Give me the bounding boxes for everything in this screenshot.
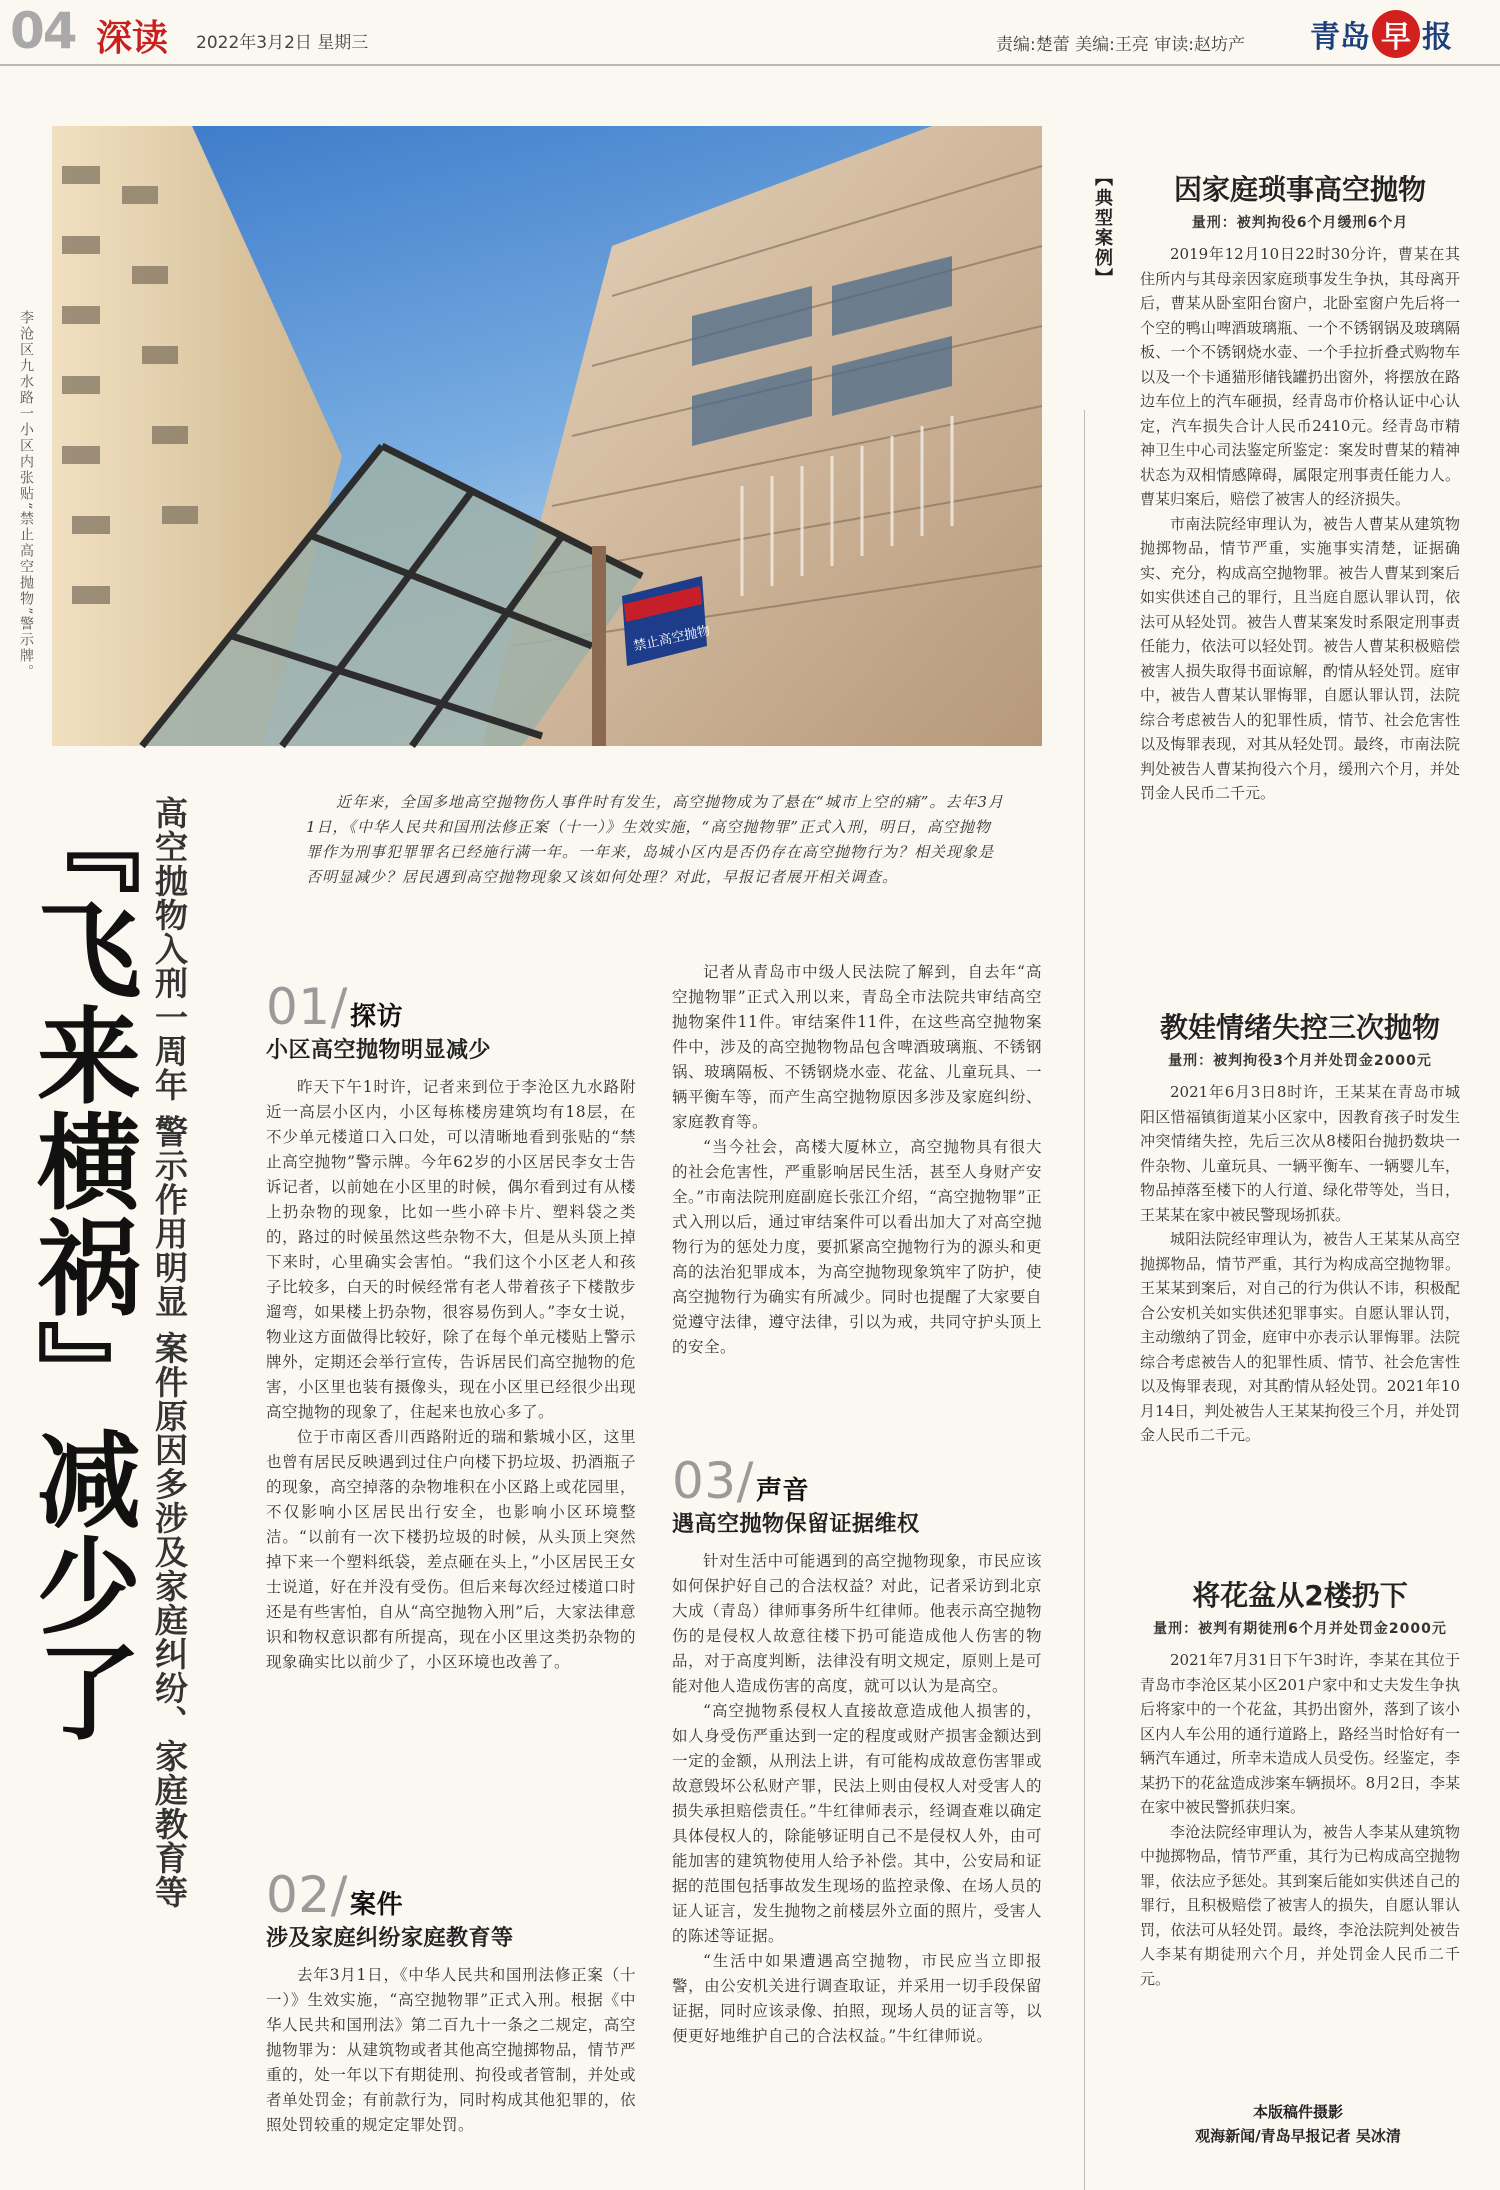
paragraph: 昨天下午1时许，记者来到位于李沧区九水路附近一高层小区内，小区每栋楼房建筑均有18层，在不少单元楼道口入口处，可以清晰地看到张贴的“禁止高空抛物”警示牌。今年62岁的小区居民李女士告诉记者，以前她在小区里的时候，偶尔看到过有从楼上扔杂物的现象，比如一些小碎卡片、塑料袋之类的，路过的时候虽然这些杂物不大，但是从头顶上掉下来时，心里确实会害怕。“我们这个小区老人和孩子比较多，白天的时候经常有老人带着孩子下楼散步遛弯，如果楼上扔杂物，很容易伤到人。”李女士说，物业这方面做得比较好，除了在每个单元楼贴上警示牌外，定期还会举行宣传，告诉居民们高空抛物的危害，小区里也装有摄像头，现在小区里已经很少出现高空抛物的现象了，住起来也放心多了。 — [266, 1078, 636, 1421]
case-verdict: 量刑：被判有期徒刑6个月并处罚金2000元 — [1153, 1621, 1447, 1637]
case-verdict: 量刑：被判拘役6个月缓刑6个月 — [1191, 215, 1409, 231]
section-subtitle: 遇高空抛物保留证据维权 — [672, 1512, 920, 1537]
typical-cases-tag: 【典型案例】 — [1092, 168, 1113, 288]
subheadline: 高空抛物入刑一周年 警示作用明显 案件原因多涉及家庭纠纷、家庭教育等 — [150, 796, 189, 1909]
article-intro: 近年来，全国多地高空抛物伤人事件时有发生，高空抛物成为了悬在“城市上空的痛”。去年3月1日，《中华人民共和国刑法修正案（十一）》生效实施，“高空抛物罪”正式入刑，明日，高空抛物罪作为刑事犯罪罪名已经施行满一年。一年来，岛城小区内是否仍存在高空抛物行为？相关现象是否明显减少？居民遇到高空抛物现象又该如何处理？对此，早报记者展开相关调查。 — [306, 793, 1004, 886]
section-name: 深读 — [96, 18, 169, 59]
section-number: 03 — [672, 1452, 737, 1510]
credit-line-1: 本版稿件摄影 — [1252, 2103, 1343, 2121]
case-title: 因家庭琐事高空抛物 — [1173, 173, 1426, 206]
page-number: 04 — [10, 2, 76, 60]
paragraph: 市南法院经审理认为，被告人曹某从建筑物抛掷物品，情节严重，实施事实清楚，证据确实、充分，构成高空抛物罪。被告人曹某到案后如实供述自己的罪行，且当庭自愿认罪认罚，依法可从轻处罚。被告人曹某案发时系限定刑事责任能力，依法可以轻处罚。被告人曹某积极赔偿被害人损失取得书面谅解，酌情从轻处罚。庭审中，被告人曹某认罪悔罪，自愿认罪认罚，法院综合考虑被告人的犯罪性质，情节、社会危害性以及悔罪表现，对其从轻处罚。最终，市南法院判处被告人曹某拘役六个月，缓刑六个月，并处罚金人民币二千元。 — [1140, 514, 1460, 802]
newspaper-logo — [1310, 10, 1452, 58]
paragraph: “生活中如果遭遇高空抛物，市民应当立即报警，由公安机关进行调查取证，并采用一切手段保留证据，同时应该录像、拍照，现场人员的证言等，以便更好地维护自己的合法权益。”牛红律师说。 — [672, 1952, 1042, 2045]
case-title: 教娃情绪失控三次抛物 — [1159, 1011, 1440, 1044]
photo-caption: 李沧区九水路一小区内张贴“禁止高空抛物”警示牌。 — [18, 310, 34, 681]
paragraph: “高空抛物系侵权人直接故意造成他人损害的，如人身受伤严重达到一定的程度或财产损害金额达到一定的金额，从刑法上讲，有可能构成故意伤害罪或故意毁坏公私财产罪，民法上则由侵权人对受害人的损失承担赔偿责任。”牛红律师表示，经调查难以确定具体侵权人的，除能够证明自己不是侵权人外，由可能加害的建筑物使用人给予补偿。其中，公安局和证据的范围包括事故发生现场的监控录像、在场人员的证人证言，发生抛物之前楼层外立面的照片，受害人的陈述等证据。 — [672, 1702, 1042, 1945]
credit-line-2: 观海新闻/青岛早报记者 吴冰清 — [1195, 2127, 1401, 2145]
section-heading: 01 / 探访 — [266, 978, 403, 1036]
logo-text-right: 报 — [1422, 20, 1452, 55]
case-verdict: 量刑：被判拘役3个月并处罚金2000元 — [1168, 1053, 1432, 1069]
paragraph: 位于市南区香川西路附近的瑞和紫城小区，这里也曾有居民反映遇到过住户向楼下扔垃圾、扔酒瓶子的现象，高空掉落的杂物堆积在小区路上或花园里，不仅影响小区居民出行安全，也影响小区环境整洁。“以前有一次下楼扔垃圾的时候，从头顶上突然掉下来一个塑料纸袋，差点砸在头上，”小区居民王女士说道，好在并没有受伤。但后来每次经过楼道口时还是有些害怕，自从“高空抛物入刑”后，大家法律意识和物权意识都有所提高，现在小区里这类扔杂物的现象确实比以前少了，小区环境也改善了。 — [266, 1428, 636, 1671]
paragraph: “当今社会，高楼大厦林立，高空抛物具有很大的社会危害性，严重影响居民生活，甚至人身财产安全。”市南法院刑庭副庭长张江介绍，“高空抛物罪”正式入刑以后，通过审结案件可以看出加大了对高空抛物行为的惩处力度，要抓紧高空抛物行为的源头和更高的法治犯罪成本，为高空抛物现象筑牢了防护，使高空抛物行为确实有所减少。同时也提醒了大家要自觉遵守法律，遵守法律，引以为戒，共同守护头顶上的安全。 — [672, 1138, 1042, 1356]
section-number: 01 — [266, 978, 331, 1036]
section-label: 探访 — [349, 1002, 403, 1032]
paragraph: 记者从青岛市中级人民法院了解到，自去年“高空抛物罪”正式入刑以来，青岛全市法院共审结高空抛物案件11件。审结案件11件，在这些高空抛物案件中，涉及的高空抛物物品包含啤酒玻璃瓶、不锈钢锅、玻璃隔板、不锈钢烧水壶、花盆、儿童玩具、一辆平衡车等，而产生高空抛物原因多涉及家庭纠纷、家庭教育等。 — [672, 963, 1042, 1131]
section-02-continued — [672, 960, 1042, 1460]
case-title: 将花盆从2楼扔下 — [1192, 1579, 1408, 1612]
photo-credit — [1148, 2100, 1448, 2148]
paragraph: 2021年7月31日下午3时许，李某在其位于青岛市李沧区某小区201户家中和丈夫发生争执后将家中的一个花盆，其扔出窗外，落到了该小区内人车公用的通行道路上，路经当时恰好有一辆汽车通过，所幸未造成人员受伤。经鉴定，李某扔下的花盆造成涉案车辆损坏。8月2日，李某在家中被民警抓获归案。 — [1140, 1651, 1460, 1816]
section-heading: 03 / 声音 — [672, 1452, 809, 1510]
issue-date: 2022年3月2日 星期三 — [196, 33, 369, 53]
section-number: 02 — [266, 1866, 331, 1924]
logo-badge: 早 — [1372, 10, 1420, 58]
paragraph: 针对生活中可能遇到的高空抛物现象，市民应该如何保护好自己的合法权益？对此，记者采访到北京大成（青岛）律师事务所牛红律师。他表示高空抛物伤的是侵权人故意往楼下扔可能造成他人伤害的物品，对于高度判断，法律没有明文规定，原则上是可能对他人造成伤害的高度，就可以认为是高空。 — [672, 1552, 1042, 1695]
section-03 — [672, 1452, 1042, 2156]
editor-credits: 责编:楚蕾 美编:王亮 审读:赵坊产 — [996, 35, 1245, 55]
headline: 『飞来横祸』减少了 — [19, 790, 141, 1744]
logo-text-left: 青岛 — [1310, 20, 1370, 55]
section-label: 案件 — [349, 1890, 403, 1920]
section-label: 声音 — [755, 1476, 809, 1506]
building-photo — [52, 126, 1042, 746]
case-2 — [1140, 1006, 1460, 1566]
paragraph: 2019年12月10日22时30分许，曹某在其住所内与其母亲因家庭琐事发生争执，其母离开后，曹某从卧室阳台窗户，北卧室窗户先后将一个空的鸭山啤酒玻璃瓶、一个不锈钢锅及玻璃隔板、一个不锈钢烧水壶、一个手拉折叠式购物车以及一个卡通猫形储钱罐扔出窗外，将摆放在路边车位上的汽车砸损，经青岛市价格认证中心认定，汽车损失合计人民币2410元。经青岛市精神卫生中心司法鉴定所鉴定：案发时曹某的精神状态为双相情感障碍，属限定刑事责任能力人。曹某归案后，赔偿了被害人的经济损失。 — [1140, 245, 1460, 508]
case-3 — [1140, 1574, 1460, 2090]
section-01 — [266, 978, 636, 1675]
section-subtitle: 涉及家庭纠纷家庭教育等 — [266, 1926, 514, 1951]
paragraph: 城阳法院经审理认为，被告人王某某从高空抛掷物品，情节严重，其行为构成高空抛物罪。王某某到案后，对自己的行为供认不讳，积极配合公安机关如实供述犯罪事实。自愿认罪认罚，主动缴纳了罚金，庭审中亦表示认罪悔罪。法院综合考虑被告人的犯罪性质、情节、社会危害性以及悔罪表现，对其酌情从轻处罚。2021年10月14日，判处被告人王某某拘役三个月，并处罚金人民币二千元。 — [1140, 1230, 1460, 1444]
paragraph: 2021年6月3日8时许，王某某在青岛市城阳区惜福镇街道某小区家中，因教育孩子时发生冲突情绪失控，先后三次从8楼阳台抛扔数块一件杂物、儿童玩具、一辆平衡车、一辆婴儿车，物品掉落至楼下的人行道、绿化带等处，当日，王某某在家中被民警现场抓获。 — [1140, 1083, 1460, 1224]
section-02 — [266, 1866, 636, 2134]
sign-text: 禁止高空抛物 — [632, 623, 712, 655]
section-subtitle: 小区高空抛物明显减少 — [266, 1038, 492, 1063]
paragraph: 李沧法院经审理认为，被告人李某从建筑物中抛掷物品，情节严重，其行为已构成高空抛物罪，依法应予惩处。其到案后能如实供述自己的罪行，且积极赔偿了被害人的损失，自愿认罪认罚，依法可从轻处罚。最终，李沧法院判处被告人李某有期徒刑六个月，并处罚金人民币二千元。 — [1140, 1822, 1460, 1988]
paragraph: 去年3月1日，《中华人民共和国刑法修正案（十一）》生效实施，“高空抛物罪”正式入刑。根据《中华人民共和国刑法》第二百九十一条之二规定，高空抛物罪为：从建筑物或者其他高空抛掷物品，情节严重的，处一年以下有期徒刑、拘役或者管制，并处或者单处罚金；有前款行为，同时构成其他犯罪的，依照处罚较重的规定定罪处罚。 — [266, 1966, 636, 2134]
case-1 — [1140, 168, 1460, 988]
column-divider — [1084, 410, 1085, 2190]
section-heading: 02 / 案件 — [266, 1866, 403, 1924]
